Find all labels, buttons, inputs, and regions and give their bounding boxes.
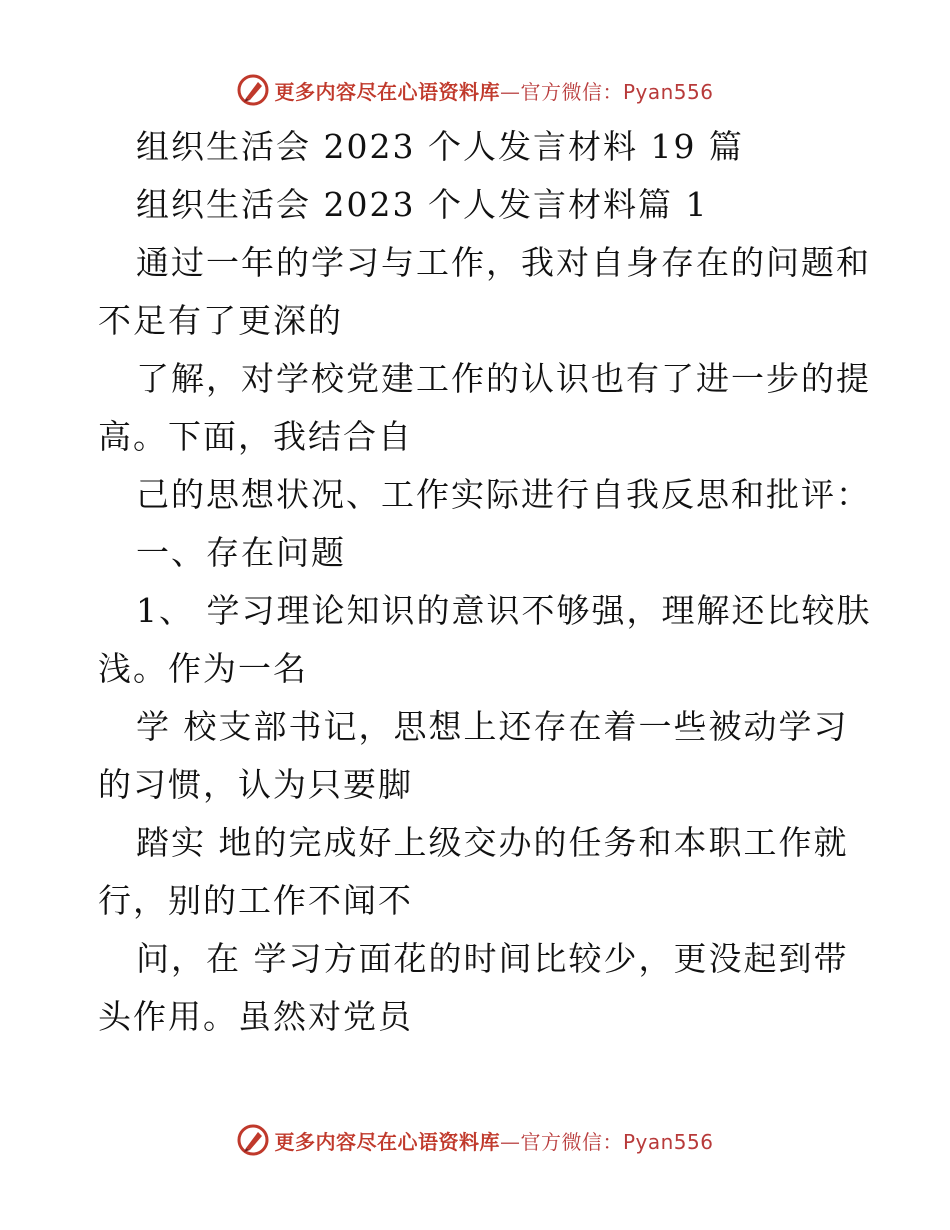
footer-watermark-banner (0, 1120, 950, 1160)
footer-contact-text: 官方微信：Pyan556 (520, 1129, 714, 1154)
footer-brand-text: 更多内容尽在心语资料库 (274, 1129, 500, 1154)
document-line: 了解，对学校党建工作的认识也有了进一步的提 (136, 359, 871, 398)
document-line: 浅。作为一名 (98, 649, 308, 688)
document-line: 头作用。虽然对党员 (98, 997, 413, 1036)
header-watermark-banner (0, 70, 950, 110)
document-line: 1、 学习理论知识的意识不够强，理解还比较肤 (136, 591, 872, 630)
document-line: 不足有了更深的 (98, 301, 343, 340)
footer-watermark-text: 更多内容尽在心语资料库—官方微信：Pyan556 (274, 1129, 714, 1154)
document-line: 的习惯，认为只要脚 (98, 765, 413, 804)
document-line: 问，在 学习方面花的时间比较少，更没起到带 (136, 939, 849, 978)
document-line: 行，别的工作不闻不 (98, 881, 413, 920)
document-line: 己的思想状况、工作实际进行自我反思和批评： (136, 475, 871, 514)
header-contact-text: 官方微信：Pyan556 (520, 79, 714, 104)
document-line: 通过一年的学习与工作，我对自身存在的问题和 (136, 243, 871, 282)
document-body (98, 118, 872, 1046)
document-line: 踏实 地的完成好上级交办的任务和本职工作就 (136, 823, 849, 862)
header-watermark-text: 更多内容尽在心语资料库—官方微信：Pyan556 (274, 79, 714, 104)
header-brand-text: 更多内容尽在心语资料库 (274, 79, 500, 104)
document-line: 高。下面，我结合自 (98, 417, 413, 456)
document-line: 组织生活会 2023 个人发言材料篇 1 (136, 185, 709, 224)
document-line: 组织生活会 2023 个人发言材料 19 篇 (136, 127, 744, 166)
pen-logo-icon (236, 73, 270, 107)
document-line: 学 校支部书记，思想上还存在着一些被动学习 (136, 707, 849, 746)
pen-logo-icon (236, 1123, 270, 1157)
document-line: 一、存在问题 (136, 533, 346, 572)
